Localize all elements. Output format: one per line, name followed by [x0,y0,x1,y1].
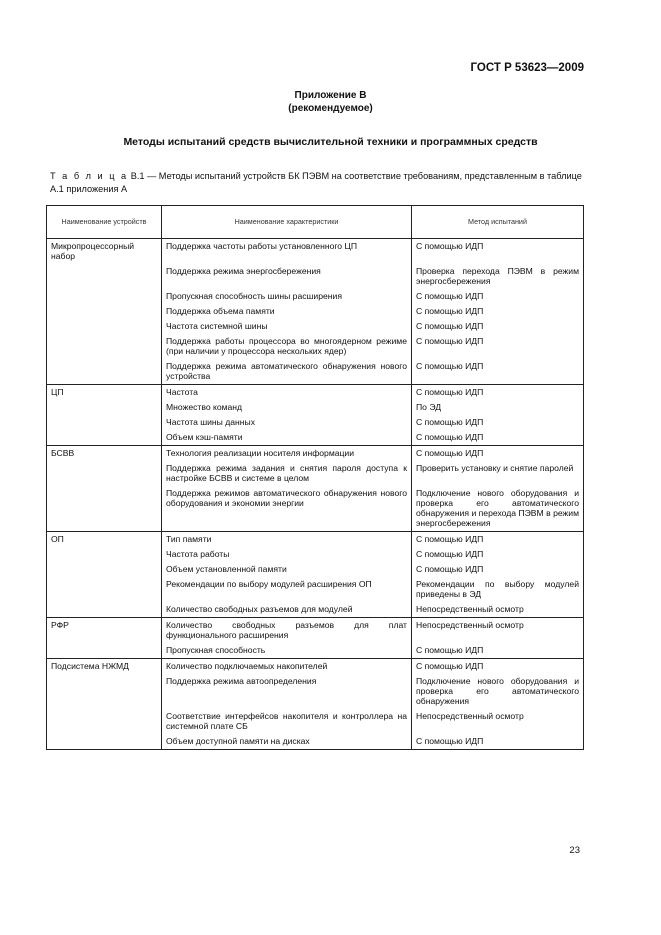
table-row [47,734,584,750]
method-cell: С помощью ИДП [412,734,584,750]
table-row [47,486,584,532]
method-cell: С помощью ИДП [412,334,584,359]
method-cell: С помощью ИДП [412,304,584,319]
table-row [47,415,584,430]
characteristic-cell: Поддержка объема памяти [162,304,412,319]
method-cell: С помощью ИДП [412,359,584,385]
method-cell: С помощью ИДП [412,659,584,675]
table-row [47,618,584,644]
characteristic-cell: Рекомендации по выбору модулей расширения ОП [162,577,412,602]
table-row [47,547,584,562]
table-row [47,289,584,304]
appendix-title: Приложение В [294,90,367,101]
device-cell [47,400,162,415]
table-row [47,532,584,548]
standard-number: ГОСТ Р 53623—2009 [470,62,584,74]
page-number: 23 [569,845,580,856]
device-cell [47,734,162,750]
method-cell: С помощью ИДП [412,562,584,577]
table-row [47,385,584,401]
table-row [47,400,584,415]
device-cell [47,304,162,319]
characteristic-cell: Объем установленной памяти [162,562,412,577]
device-cell: ОП [47,532,162,548]
characteristic-cell: Поддержка режима задания и снятия пароля доступа к настройке БСВВ и системе в целом [162,461,412,486]
table-body [47,239,584,750]
table-row [47,461,584,486]
method-cell: С помощью ИДП [412,430,584,446]
method-cell: Непосредственный осмотр [412,709,584,734]
method-cell: Проверить установку и снятие паролей [412,461,584,486]
device-cell [47,674,162,709]
characteristic-cell: Объем кэш-памяти [162,430,412,446]
table-caption-text: В.1 — Методы испытаний устройств БК ПЭВМ на соответствие требованиям, представленным в таблице А.1 приложения А [50,171,582,194]
characteristic-cell: Количество свободных разъемов для модулей [162,602,412,618]
method-cell: По ЭД [412,400,584,415]
table-caption [50,170,585,195]
device-cell [47,334,162,359]
characteristic-cell: Пропускная способность шины расширения [162,289,412,304]
device-cell [47,547,162,562]
characteristic-cell: Технология реализации носителя информации [162,446,412,462]
table-row [47,577,584,602]
header-characteristic: Наименование характеристики [162,206,412,239]
method-cell: Непосредственный осмотр [412,618,584,644]
characteristic-cell: Поддержка режимов автоматического обнаружения нового оборудования и экономии энергии [162,486,412,532]
device-cell [47,430,162,446]
header-method: Метод испытаний [412,206,584,239]
method-cell: С помощью ИДП [412,532,584,548]
method-cell: Подключение нового оборудования и проверка его автоматического обнаружения и перехода ПЭВМ в режим энергосбережения [412,486,584,532]
table-row [47,446,584,462]
device-cell [47,577,162,602]
table-row [47,643,584,659]
characteristic-cell: Поддержка режима автоматического обнаружения нового устройства [162,359,412,385]
table-row [47,674,584,709]
characteristic-cell: Поддержка режима энергосбережения [162,264,412,289]
table-row [47,319,584,334]
table-row [47,239,584,265]
method-cell: С помощью ИДП [412,547,584,562]
section-title: Методы испытаний средств вычислительной техники и программных средств [123,136,538,148]
method-cell: С помощью ИДП [412,643,584,659]
device-cell: Подсистема НЖМД [47,659,162,675]
characteristic-cell: Частота [162,385,412,401]
device-cell: РФР [47,618,162,644]
table-row [47,659,584,675]
characteristic-cell: Объем доступной памяти на дисках [162,734,412,750]
characteristic-cell: Поддержка частоты работы установленного ЦП [162,239,412,265]
device-cell [47,562,162,577]
device-cell [47,359,162,385]
method-cell: С помощью ИДП [412,415,584,430]
characteristic-cell: Частота работы [162,547,412,562]
table-row [47,359,584,385]
method-cell: Непосредственный осмотр [412,602,584,618]
method-cell: С помощью ИДП [412,319,584,334]
method-cell: С помощью ИДП [412,385,584,401]
table-row [47,430,584,446]
device-cell [47,461,162,486]
table-row [47,602,584,618]
device-cell [47,415,162,430]
header-devices: Наименование устройств [47,206,162,239]
method-cell: Проверка перехода ПЭВМ в режим энергосбережения [412,264,584,289]
device-cell [47,643,162,659]
device-cell: ЦП [47,385,162,401]
device-cell [47,264,162,289]
table-row [47,334,584,359]
characteristic-cell: Поддержка работы процессора во многоядерном режиме (при наличии у процессора нескольких ядер) [162,334,412,359]
device-cell [47,602,162,618]
method-cell: Рекомендации по выбору модулей приведены в ЭД [412,577,584,602]
characteristic-cell: Соответствие интерфейсов накопителя и контроллера на системной плате СБ [162,709,412,734]
device-cell: БСВВ [47,446,162,462]
characteristic-cell: Количество подключаемых накопителей [162,659,412,675]
device-cell [47,319,162,334]
method-cell: С помощью ИДП [412,239,584,265]
table-row [47,304,584,319]
method-cell: С помощью ИДП [412,289,584,304]
characteristic-cell: Тип памяти [162,532,412,548]
table-row [47,709,584,734]
characteristic-cell: Количество свободных разъемов для плат функционального расширения [162,618,412,644]
characteristic-cell: Частота шины данных [162,415,412,430]
test-methods-table [46,205,584,750]
table-row [47,264,584,289]
table-row [47,562,584,577]
device-cell [47,709,162,734]
device-cell: Микропроцессорный набор [47,239,162,265]
device-cell [47,289,162,304]
table-header-row [47,206,584,239]
characteristic-cell: Частота системной шины [162,319,412,334]
method-cell: Подключение нового оборудования и проверка его автоматического обнаружения [412,674,584,709]
device-cell [47,486,162,532]
characteristic-cell: Поддержка режима автоопределения [162,674,412,709]
characteristic-cell: Пропускная способность [162,643,412,659]
characteristic-cell: Множество команд [162,400,412,415]
appendix-subtitle: (рекомендуемое) [288,103,373,114]
method-cell: С помощью ИДП [412,446,584,462]
table-caption-prefix: Т а б л и ц а [50,171,129,181]
